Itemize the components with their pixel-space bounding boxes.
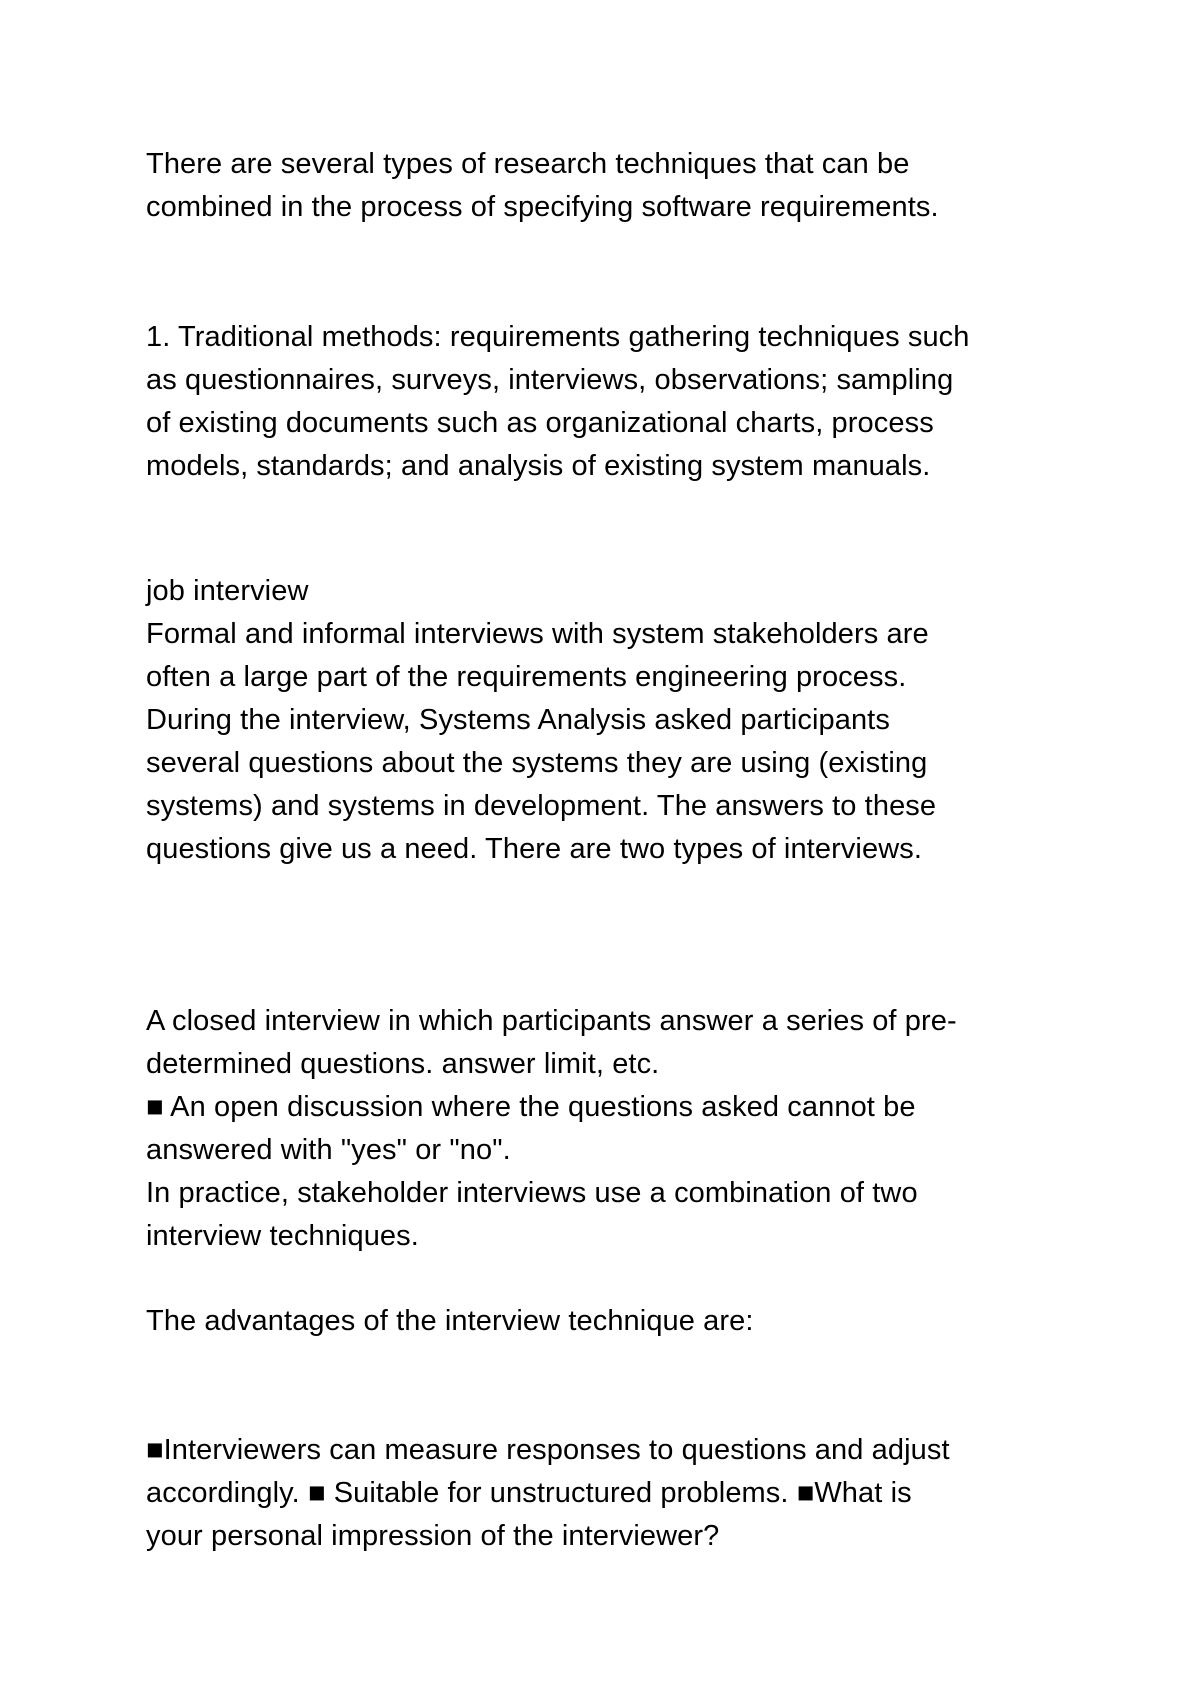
traditional-methods-paragraph: 1. Traditional methods: requirements gathering techniques such as questionnaires, surveys, interviews, observations; sampling of existing documents such as organizational charts, process models, standards; and analysis of existing system manuals. <box>146 321 970 482</box>
interview-heading: job interview <box>146 575 309 607</box>
advantages-list: ■Interviewers can measure responses to questions and adjust accordingly. ■ Suitable for unstructured problems. ■What is your personal impression of the interviewer? <box>146 1434 950 1552</box>
intro-paragraph: There are several types of research techniques that can be combined in the process of specifying software requirements. <box>146 148 939 223</box>
interview-description-paragraph: Formal and informal interviews with system stakeholders are often a large part of the requirements engineering process. During the interview, Systems Analysis asked participants several questions about the systems they are using (existing systems) and systems in development. The answers to these questions give us a need. There are two types of interviews. <box>146 618 937 865</box>
advantages-heading: The advantages of the interview technique are: <box>146 1305 754 1337</box>
interview-types-paragraph: A closed interview in which participants answer a series of pre- determined questions. answer limit, etc. ■ An open discussion where the questions asked cannot be answered with "yes" or "no". In practice, stakeholder interviews use a combination of two interview techniques. <box>146 1005 957 1252</box>
